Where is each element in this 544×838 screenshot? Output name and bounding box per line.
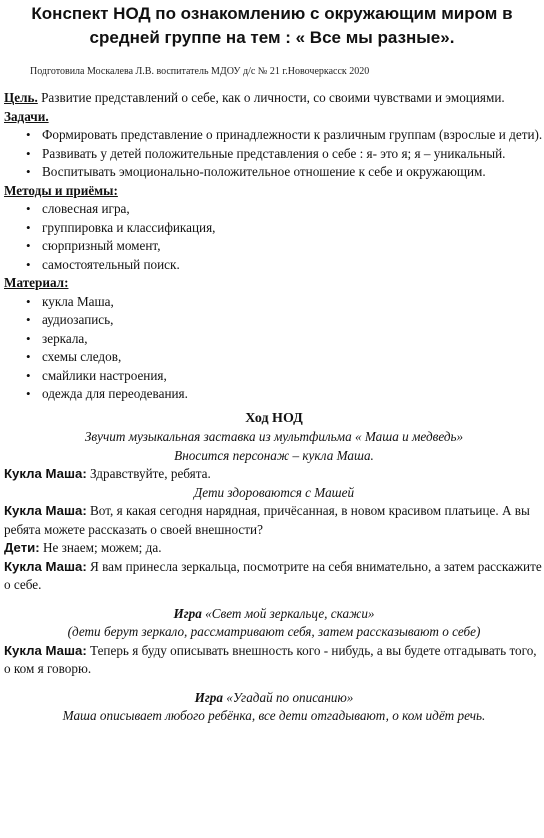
dialogue-line	[4, 539, 544, 558]
speaker-label: Кукла Маша:	[4, 558, 87, 574]
list-item: • словесная игра,	[4, 200, 544, 219]
goal-label: Цель.	[4, 90, 38, 105]
dialogue-line	[4, 502, 544, 539]
game-name: «Угадай по описанию»	[222, 689, 354, 705]
dialogue-line	[4, 558, 544, 595]
speaker-label: Кукла Маша:	[4, 466, 87, 481]
document-title: Конспект НОД по ознакомлению с окружающим миром в средней группе на тем : « Все мы разные».	[31, 4, 513, 47]
course-line: Вносится персонаж – кукла Маша.	[174, 447, 374, 463]
stage-remark: Дети здороваются с Машей	[193, 484, 355, 500]
dialogue-line	[4, 642, 544, 679]
speech-text: Я вам принесла зеркальца, посмотрите на себя внимательно, а затем расскажите о себе.	[4, 558, 542, 592]
list-item: • смайлики настроения,	[4, 367, 544, 386]
list-item: • Воспитывать эмоционально-положительное отношение к себе и окружающим.	[4, 163, 544, 182]
list-item: • группировка и классификация,	[4, 219, 544, 238]
goal-text: Развитие представлений о себе, как о личности, со своими чувствами и эмоциями.	[37, 90, 505, 105]
speech-text: Не знаем; можем; да.	[39, 540, 162, 555]
tasks-heading: Задачи.	[4, 108, 49, 124]
speaker-label: Кукла Маша:	[4, 503, 87, 518]
materials-list	[4, 293, 544, 404]
speech-text: Теперь я буду описывать внешность кого - нибудь, а вы будете отгадывать того, о ком я говорю.	[4, 642, 537, 676]
game-label: Игра	[173, 605, 202, 621]
list-item: • зеркала,	[4, 330, 544, 349]
document-body	[4, 89, 544, 726]
game-name: «Свет мой зеркальце, скажи»	[201, 605, 375, 621]
dialogue-line	[4, 465, 544, 484]
speaker-label: Кукла Маша:	[4, 642, 87, 658]
tasks-list	[4, 126, 544, 182]
speech-text: Вот, я какая сегодня нарядная, причёсанная, в новом красивом платьице. А вы ребята можете рассказать о своей внешности?	[4, 503, 530, 537]
methods-list	[4, 200, 544, 274]
stage-remark: (дети берут зеркало, рассматривают себя, затем рассказывают о себе)	[67, 624, 481, 639]
course-heading: Ход НОД	[245, 410, 303, 426]
materials-heading: Материал:	[4, 275, 69, 290]
course-line: Звучит музыкальная заставка из мультфильма « Маша и медведь»	[84, 429, 464, 444]
game-title	[4, 689, 544, 708]
list-item: • Формировать представление о принадлежности к различным группам (взрослые и дети).	[4, 126, 544, 145]
speaker-label: Дети:	[4, 540, 40, 555]
game-title	[4, 605, 544, 624]
game-label: Игра	[194, 689, 223, 705]
list-item: • самостоятельный поиск.	[4, 256, 544, 275]
list-item: • сюрпризный момент,	[4, 237, 544, 256]
list-item: • Развивать у детей положительные представления о себе : я- это я; я – уникальный.	[4, 145, 544, 164]
stage-remark: Маша описывает любого ребёнка, все дети отгадывают, о ком идёт речь.	[62, 708, 486, 723]
methods-heading: Методы и приёмы:	[4, 182, 118, 198]
list-item: • одежда для переодевания.	[4, 385, 544, 404]
list-item: • кукла Маша,	[4, 293, 544, 312]
list-item: • схемы следов,	[4, 348, 544, 367]
list-item: • аудиозапись,	[4, 311, 544, 330]
goal-paragraph	[4, 89, 544, 108]
author-line: Подготовила Москалева Л.В. воспитатель МДОУ д/с № 21 г.Новочеркасск 2020	[30, 66, 370, 77]
speech-text: Здравствуйте, ребята.	[86, 466, 211, 481]
